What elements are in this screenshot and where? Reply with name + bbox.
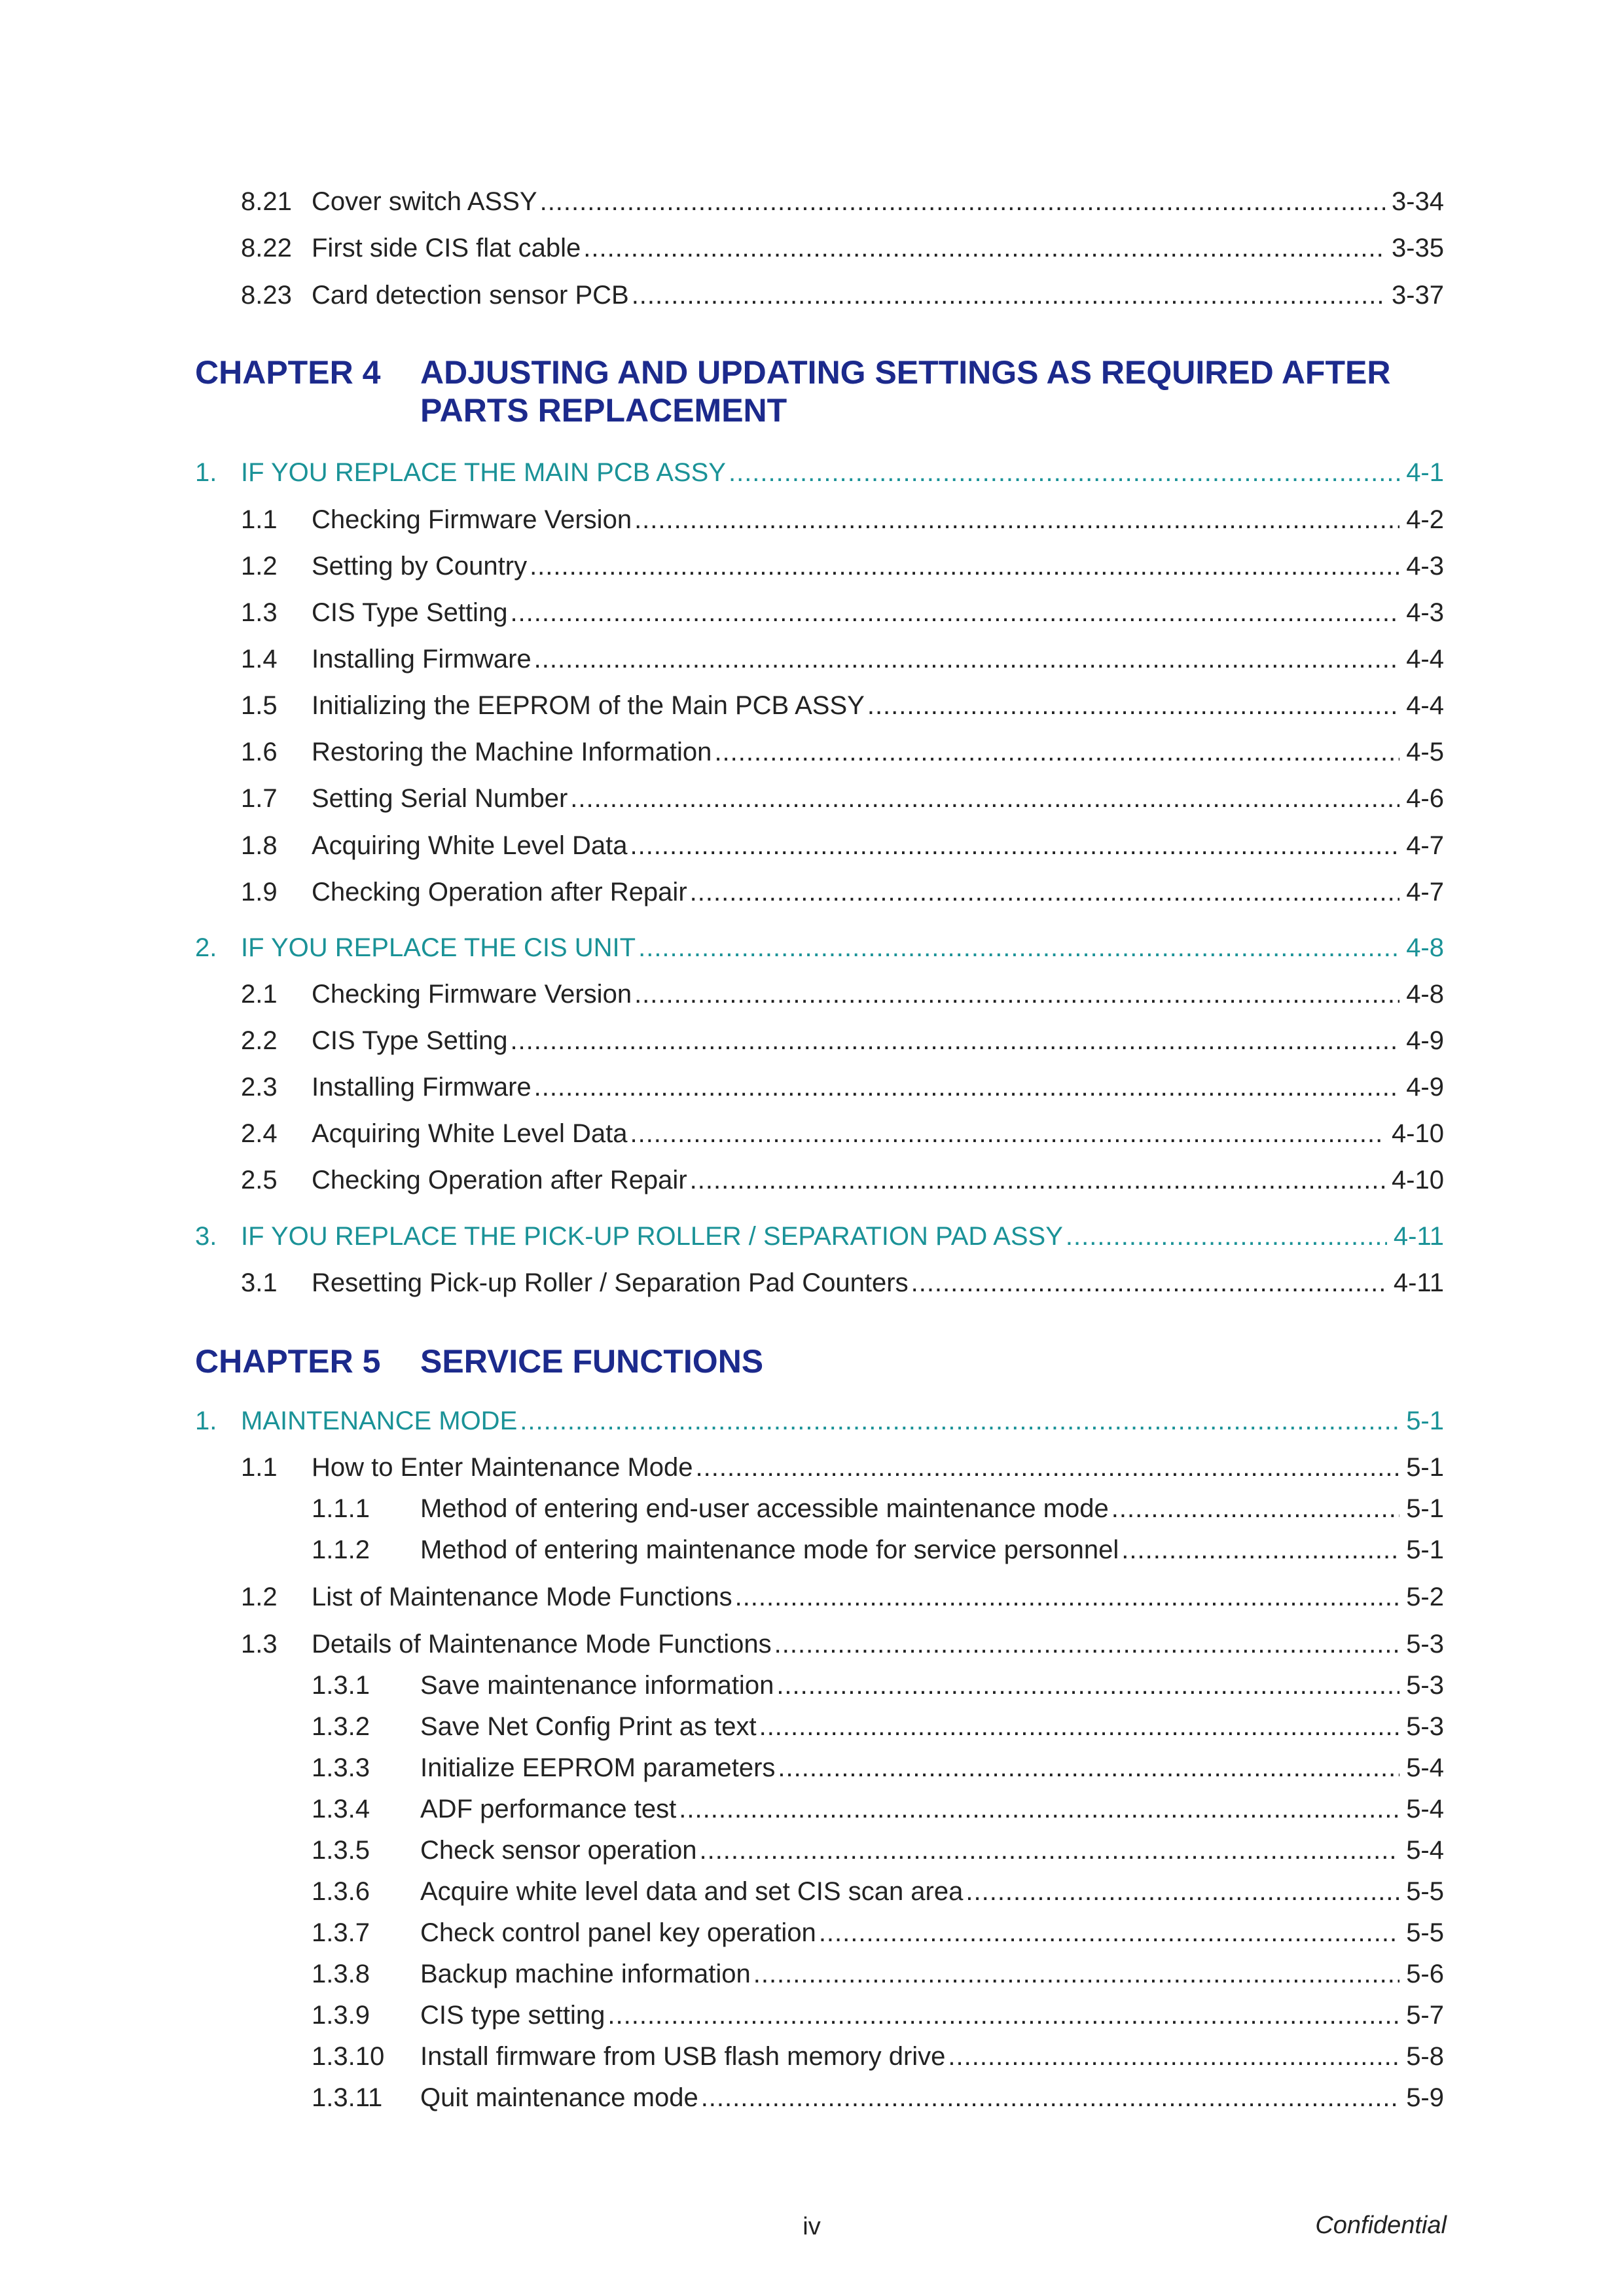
toc-entry-page: 3-35 [1391, 234, 1444, 262]
dot-leader [607, 2000, 1399, 2031]
toc-entry-number: 3.1 [241, 1268, 278, 1297]
toc-subentry-number: 1.1.2 [312, 1535, 370, 1564]
dot-leader [520, 1405, 1399, 1437]
dot-leader [729, 457, 1399, 488]
toc-entry-title: Checking Firmware Version [312, 505, 632, 534]
toc-entry-number: 1.9 [241, 878, 278, 906]
toc-entry[interactable] [241, 1164, 1444, 1196]
toc-entry-title: CIS Type Setting [312, 1026, 508, 1055]
toc-subentry-number: 1.3.11 [312, 2083, 383, 2112]
toc-entry[interactable] [241, 978, 1444, 1010]
toc-entry-number: 2.3 [241, 1073, 278, 1102]
toc-entry-title: Installing Firmware [312, 645, 532, 673]
toc-entry-title: Resetting Pick-up Roller / Separation Pad Counters [312, 1268, 909, 1297]
toc-entry[interactable] [241, 736, 1444, 768]
toc-subentry-title: Quit maintenance mode [420, 2083, 698, 2112]
toc-entry-page: 4-9 [1406, 1026, 1444, 1055]
toc-entry-title: Restoring the Machine Information [312, 738, 712, 766]
toc-entry-page: 4-4 [1406, 645, 1444, 673]
dot-leader [735, 1581, 1400, 1613]
toc-subentry-page: 5-1 [1406, 1494, 1444, 1523]
toc-subentry[interactable] [312, 1958, 1444, 1990]
toc-entry-page: 4-8 [1406, 980, 1444, 1009]
toc-subentry-page: 5-4 [1406, 1753, 1444, 1782]
toc-entry-number: 2.2 [241, 1026, 278, 1055]
toc-entry[interactable] [241, 597, 1444, 628]
toc-entry-page: 4-11 [1393, 1268, 1444, 1297]
toc-subentry-title: Method of entering maintenance mode for service personnel [420, 1535, 1119, 1564]
toc-section-title: IF YOU REPLACE THE CIS UNIT [241, 933, 636, 962]
toc-entry-number: 1.2 [241, 552, 278, 581]
toc-entry[interactable] [241, 279, 1444, 311]
toc-entry-title: Card detection sensor PCB [312, 281, 629, 310]
dot-leader [638, 932, 1399, 963]
toc-subentry[interactable] [312, 1493, 1444, 1524]
toc-entry-title: Acquiring White Level Data [312, 1119, 628, 1148]
footer-page-number: iv [803, 2213, 821, 2240]
toc-subentry-page: 5-5 [1406, 1877, 1444, 1906]
dot-leader [534, 643, 1400, 675]
dot-leader [679, 1793, 1399, 1825]
toc-subentry-number: 1.3.10 [312, 2042, 385, 2071]
toc-subentry-title: Check control panel key operation [420, 1918, 816, 1947]
toc-entry-page: 4-10 [1391, 1119, 1444, 1148]
toc-section-number: 2. [195, 933, 217, 962]
toc-subentry[interactable] [312, 1835, 1444, 1866]
toc-section-page: 4-1 [1406, 458, 1444, 487]
dot-leader [630, 1118, 1384, 1149]
toc-section-title: IF YOU REPLACE THE PICK-UP ROLLER / SEPARATION PAD ASSY [241, 1222, 1063, 1251]
dot-leader [753, 1958, 1399, 1990]
toc-entry-title: Cover switch ASSY [312, 187, 537, 216]
toc-entry[interactable] [241, 232, 1444, 264]
dot-leader [570, 783, 1399, 814]
toc-section-heading[interactable] [195, 457, 1444, 488]
toc-subentry[interactable] [312, 1917, 1444, 1948]
toc-entry-number: 2.4 [241, 1119, 278, 1148]
dot-leader [699, 1835, 1399, 1866]
toc-section-number: 1. [195, 1407, 217, 1435]
toc-entry-title: How to Enter Maintenance Mode [312, 1453, 693, 1482]
toc-subentry-page: 5-4 [1406, 1836, 1444, 1865]
toc-subentry[interactable] [312, 2000, 1444, 2031]
toc-section-heading[interactable] [195, 932, 1444, 963]
dot-leader [911, 1267, 1387, 1299]
dot-leader [867, 690, 1399, 721]
toc-subentry-title: Install firmware from USB flash memory drive [420, 2042, 946, 2071]
toc-subentry[interactable] [312, 1876, 1444, 1907]
toc-subentry[interactable] [312, 1711, 1444, 1742]
toc-subentry-number: 1.3.4 [312, 1795, 370, 1823]
dot-leader [530, 550, 1399, 582]
toc-entry-page: 4-7 [1406, 878, 1444, 906]
toc-entry[interactable] [241, 186, 1444, 217]
toc-entry-title: Setting Serial Number [312, 784, 568, 813]
toc-section-heading[interactable] [195, 1405, 1444, 1437]
toc-entry[interactable] [241, 1071, 1444, 1103]
toc-entry-number: 2.5 [241, 1166, 278, 1194]
toc-subentry[interactable] [312, 2082, 1444, 2113]
toc-entry-page: 4-9 [1406, 1073, 1444, 1102]
toc-subentry-number: 1.3.8 [312, 1960, 370, 1988]
dot-leader [759, 1711, 1400, 1742]
toc-subentry-title: Acquire white level data and set CIS scan area [420, 1877, 964, 1906]
toc-entry-page: 4-7 [1406, 831, 1444, 860]
toc-subentry-title: CIS type setting [420, 2001, 605, 2030]
toc-section-page: 4-11 [1393, 1222, 1444, 1251]
toc-subentry-page: 5-9 [1406, 2083, 1444, 2112]
toc-entry[interactable] [241, 1267, 1444, 1299]
chapter-5-heading[interactable] [195, 1342, 1445, 1382]
toc-subentry-number: 1.3.9 [312, 2001, 370, 2030]
chapter-5-title: SERVICE FUNCTIONS [420, 1343, 764, 1380]
dot-leader [690, 876, 1400, 908]
dot-leader [948, 2041, 1399, 2072]
toc-subentry-page: 5-4 [1406, 1795, 1444, 1823]
toc-entry-page: 5-1 [1406, 1453, 1444, 1482]
toc-entry-title: CIS Type Setting [312, 598, 508, 627]
toc-subentry-page: 5-5 [1406, 1918, 1444, 1947]
toc-section-page: 5-1 [1406, 1407, 1444, 1435]
dot-leader [819, 1917, 1399, 1948]
toc-section-heading[interactable] [195, 1221, 1444, 1252]
toc-entry-page: 4-10 [1391, 1166, 1444, 1194]
toc-entry[interactable] [241, 550, 1444, 582]
toc-entry[interactable] [241, 1581, 1444, 1613]
dot-leader [1121, 1534, 1399, 1566]
toc-subentry-number: 1.3.1 [312, 1671, 370, 1700]
toc-entry-number: 2.1 [241, 980, 278, 1009]
toc-subentry-number: 1.3.2 [312, 1712, 370, 1741]
toc-entry-page: 4-2 [1406, 505, 1444, 534]
dot-leader [630, 830, 1399, 861]
chapter-4-label: CHAPTER 4 [195, 354, 381, 391]
toc-subentry[interactable] [312, 2041, 1444, 2072]
dot-leader [690, 1164, 1385, 1196]
toc-subentry-page: 5-7 [1406, 2001, 1444, 2030]
toc-entry[interactable] [241, 1628, 1444, 1660]
toc-entry-number: 1.3 [241, 1630, 278, 1659]
toc-entry[interactable] [241, 1118, 1444, 1149]
toc-entry[interactable] [241, 876, 1444, 908]
toc-entry[interactable] [241, 830, 1444, 861]
toc-entry-page: 4-3 [1406, 552, 1444, 581]
toc-entry-title: Setting by Country [312, 552, 528, 581]
toc-subentry-page: 5-6 [1406, 1960, 1444, 1988]
toc-entry-number: 1.7 [241, 784, 278, 813]
toc-subentry-title: Check sensor operation [420, 1836, 697, 1865]
dot-leader [634, 978, 1399, 1010]
toc-entry-number: 1.1 [241, 1453, 278, 1482]
toc-entry-title: Checking Operation after Repair [312, 1166, 687, 1194]
dot-leader [774, 1628, 1400, 1660]
dot-leader [634, 504, 1399, 535]
toc-subentry-number: 1.3.3 [312, 1753, 370, 1782]
toc-subentry-title: Method of entering end-user accessible maintenance mode [420, 1494, 1109, 1523]
toc-entry[interactable] [241, 1452, 1444, 1483]
toc-entry-number: 1.5 [241, 691, 278, 720]
dot-leader [510, 1025, 1399, 1056]
dot-leader [1111, 1493, 1399, 1524]
toc-entry-number: 8.23 [241, 281, 292, 310]
toc-entry[interactable] [241, 504, 1444, 535]
toc-section-number: 1. [195, 458, 217, 487]
toc-entry-number: 1.3 [241, 598, 278, 627]
toc-entry-number: 8.22 [241, 234, 292, 262]
toc-entry-title: Checking Firmware Version [312, 980, 632, 1009]
dot-leader [632, 279, 1385, 311]
toc-subentry[interactable] [312, 1534, 1444, 1566]
toc-entry-page: 4-6 [1406, 784, 1444, 813]
dot-leader [701, 2082, 1400, 2113]
toc-entry-number: 1.1 [241, 505, 278, 534]
toc-subentry-number: 1.3.5 [312, 1836, 370, 1865]
toc-entry-number: 1.2 [241, 1583, 278, 1611]
toc-subentry[interactable] [312, 1670, 1444, 1701]
toc-subentry-title: Initialize EEPROM parameters [420, 1753, 776, 1782]
toc-subentry-page: 5-3 [1406, 1712, 1444, 1741]
toc-entry-page: 5-3 [1406, 1630, 1444, 1659]
dot-leader [583, 232, 1385, 264]
toc-entry-title: Installing Firmware [312, 1073, 532, 1102]
toc-entry[interactable] [241, 783, 1444, 814]
toc-subentry-number: 1.3.7 [312, 1918, 370, 1947]
toc-section-title: IF YOU REPLACE THE MAIN PCB ASSY [241, 458, 726, 487]
toc-subentry-title: Backup machine information [420, 1960, 751, 1988]
dot-leader [510, 597, 1399, 628]
toc-entry[interactable] [241, 690, 1444, 721]
toc-entry-title: First side CIS flat cable [312, 234, 581, 262]
toc-entry-page: 4-4 [1406, 691, 1444, 720]
dot-leader [965, 1876, 1399, 1907]
toc-entry-number: 1.8 [241, 831, 278, 860]
toc-section-number: 3. [195, 1222, 217, 1251]
dot-leader [534, 1071, 1400, 1103]
dot-leader [696, 1452, 1400, 1483]
footer-confidential: Confidential [1315, 2212, 1447, 2239]
toc-entry-title: Initializing the EEPROM of the Main PCB ASSY [312, 691, 865, 720]
toc-subentry-title: Save maintenance information [420, 1671, 774, 1700]
toc-entry-page: 4-3 [1406, 598, 1444, 627]
dot-leader [714, 736, 1399, 768]
toc-entry-page: 3-34 [1391, 187, 1444, 216]
toc-entry-number: 1.6 [241, 738, 278, 766]
toc-subentry-page: 5-8 [1406, 2042, 1444, 2071]
toc-subentry-number: 1.1.1 [312, 1494, 370, 1523]
dot-leader [1066, 1221, 1387, 1252]
toc-subentry-page: 5-3 [1406, 1671, 1444, 1700]
dot-leader [540, 186, 1385, 217]
toc-section-title: MAINTENANCE MODE [241, 1407, 518, 1435]
toc-entry-title: Checking Operation after Repair [312, 878, 687, 906]
toc-subentry-page: 5-1 [1406, 1535, 1444, 1564]
toc-subentry-title: Save Net Config Print as text [420, 1712, 757, 1741]
chapter-4-title: ADJUSTING AND UPDATING SETTINGS AS REQUIRED AFTER PARTS REPLACEMENT [420, 354, 1391, 429]
toc-entry-title: List of Maintenance Mode Functions [312, 1583, 732, 1611]
toc-entry[interactable] [241, 643, 1444, 675]
toc-entry-number: 8.21 [241, 187, 292, 216]
toc-entry-number: 1.4 [241, 645, 278, 673]
dot-leader [776, 1670, 1399, 1701]
toc-entry[interactable] [241, 1025, 1444, 1056]
toc-section-page: 4-8 [1406, 933, 1444, 962]
toc-subentry-number: 1.3.6 [312, 1877, 370, 1906]
toc-entry-title: Acquiring White Level Data [312, 831, 628, 860]
toc-subentry-title: ADF performance test [420, 1795, 677, 1823]
chapter-4-heading[interactable] [195, 353, 1445, 432]
toc-entry-page: 5-2 [1406, 1583, 1444, 1611]
toc-entry-page: 3-37 [1391, 281, 1444, 310]
chapter-5-label: CHAPTER 5 [195, 1343, 381, 1380]
toc-subentry[interactable] [312, 1752, 1444, 1784]
toc-entry-page: 4-5 [1406, 738, 1444, 766]
toc-subentry[interactable] [312, 1793, 1444, 1825]
dot-leader [778, 1752, 1399, 1784]
toc-entry-title: Details of Maintenance Mode Functions [312, 1630, 772, 1659]
